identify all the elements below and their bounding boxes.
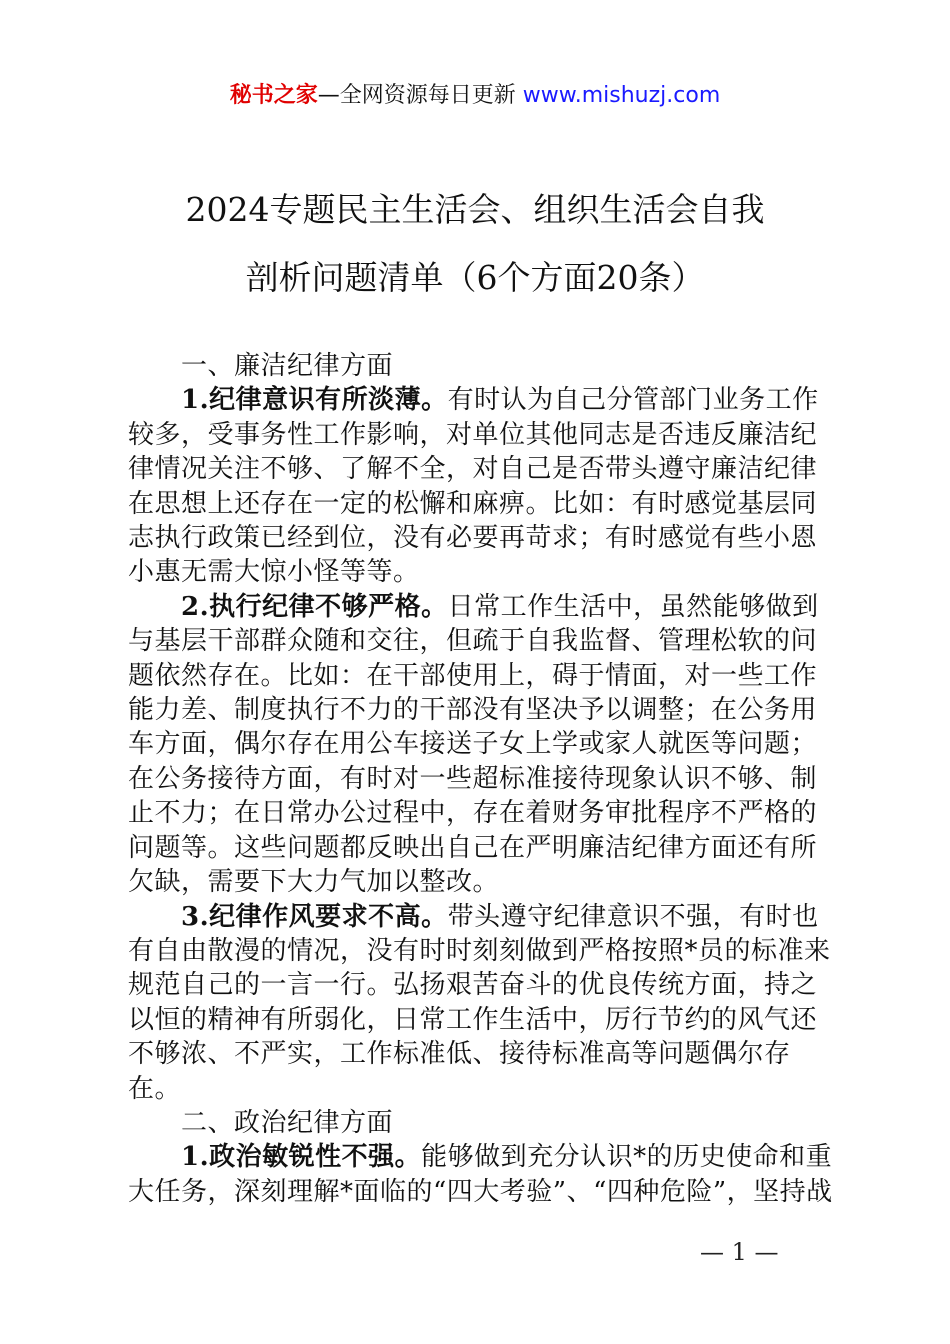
paragraph xyxy=(128,900,838,1106)
paragraph xyxy=(128,383,838,589)
item-heading: 3.纪律作风要求不高。 xyxy=(181,901,448,932)
site-banner xyxy=(0,82,950,110)
document-title-line-2: 剖析问题清单（6个方面20条） xyxy=(245,258,705,297)
item-text: 带头遵守纪律意识不强，有时也有自由散漫的情况，没有时时刻刻做到严格按照*员的标准来规范自己的一言一行。弘扬艰苦奋斗的优良传统方面，持之以恒的精神有所弱化，日常工作生活中，厉行节约的风气还不够浓、不严实，工作标准低、接待标准高等问题偶尔存在。 xyxy=(128,901,831,1104)
site-slogan: —全网资源每日更新 xyxy=(317,83,516,108)
page-number: — 1 — xyxy=(700,1238,779,1266)
site-brand: 秘书之家 xyxy=(229,83,318,108)
item-heading: 1.政治敏锐性不强。 xyxy=(181,1142,422,1173)
paragraph xyxy=(128,590,838,900)
document-title-line-1: 2024专题民主生活会、组织生活会自我 xyxy=(185,190,765,229)
item-text: 日常工作生活中，虽然能够做到与基层干部群众随和交往，但疏于自我监督、管理松软的问题依然存在。比如：在干部使用上，碍于情面，对一些工作能力差、制度执行不力的干部没有坚决予以调整；在公务用车方面，偶尔存在用公车接送子女上学或家人就医等问题；在公务接待方面，有时对一些超标准接待现象认识不够、制止不力；在日常办公过程中，存在着财务审批程序不严格的问题等。这些问题都反映出自己在严明廉洁纪律方面还有所欠缺，需要下大力气加以整改。 xyxy=(128,591,819,898)
document-body xyxy=(128,349,838,1209)
item-text: 有时认为自己分管部门业务工作较多，受事务性工作影响，对单位其他同志是否违反廉洁纪律情况关注不够、了解不全，对自己是否带头遵守廉洁纪律在思想上还存在一定的松懈和麻痹。比如：有时感觉基层同志执行政策已经到位，没有必要再苛求；有时感觉有些小恩小惠无需大惊小怪等等。 xyxy=(128,385,819,588)
item-heading: 2.执行纪律不够严格。 xyxy=(181,591,448,622)
site-url-link[interactable]: www.mishuzj.com xyxy=(522,83,721,108)
item-text: 能够做到充分认识*的历史使命和重大任务，深刻理解*面临的“四大考验”、“四种危险”，坚持战 xyxy=(128,1142,833,1207)
item-heading: 1.纪律意识有所淡薄。 xyxy=(181,385,448,416)
section-heading: 一、廉洁纪律方面 xyxy=(181,351,394,381)
section-heading: 二、政治纪律方面 xyxy=(181,1107,394,1138)
paragraph xyxy=(128,1140,838,1209)
